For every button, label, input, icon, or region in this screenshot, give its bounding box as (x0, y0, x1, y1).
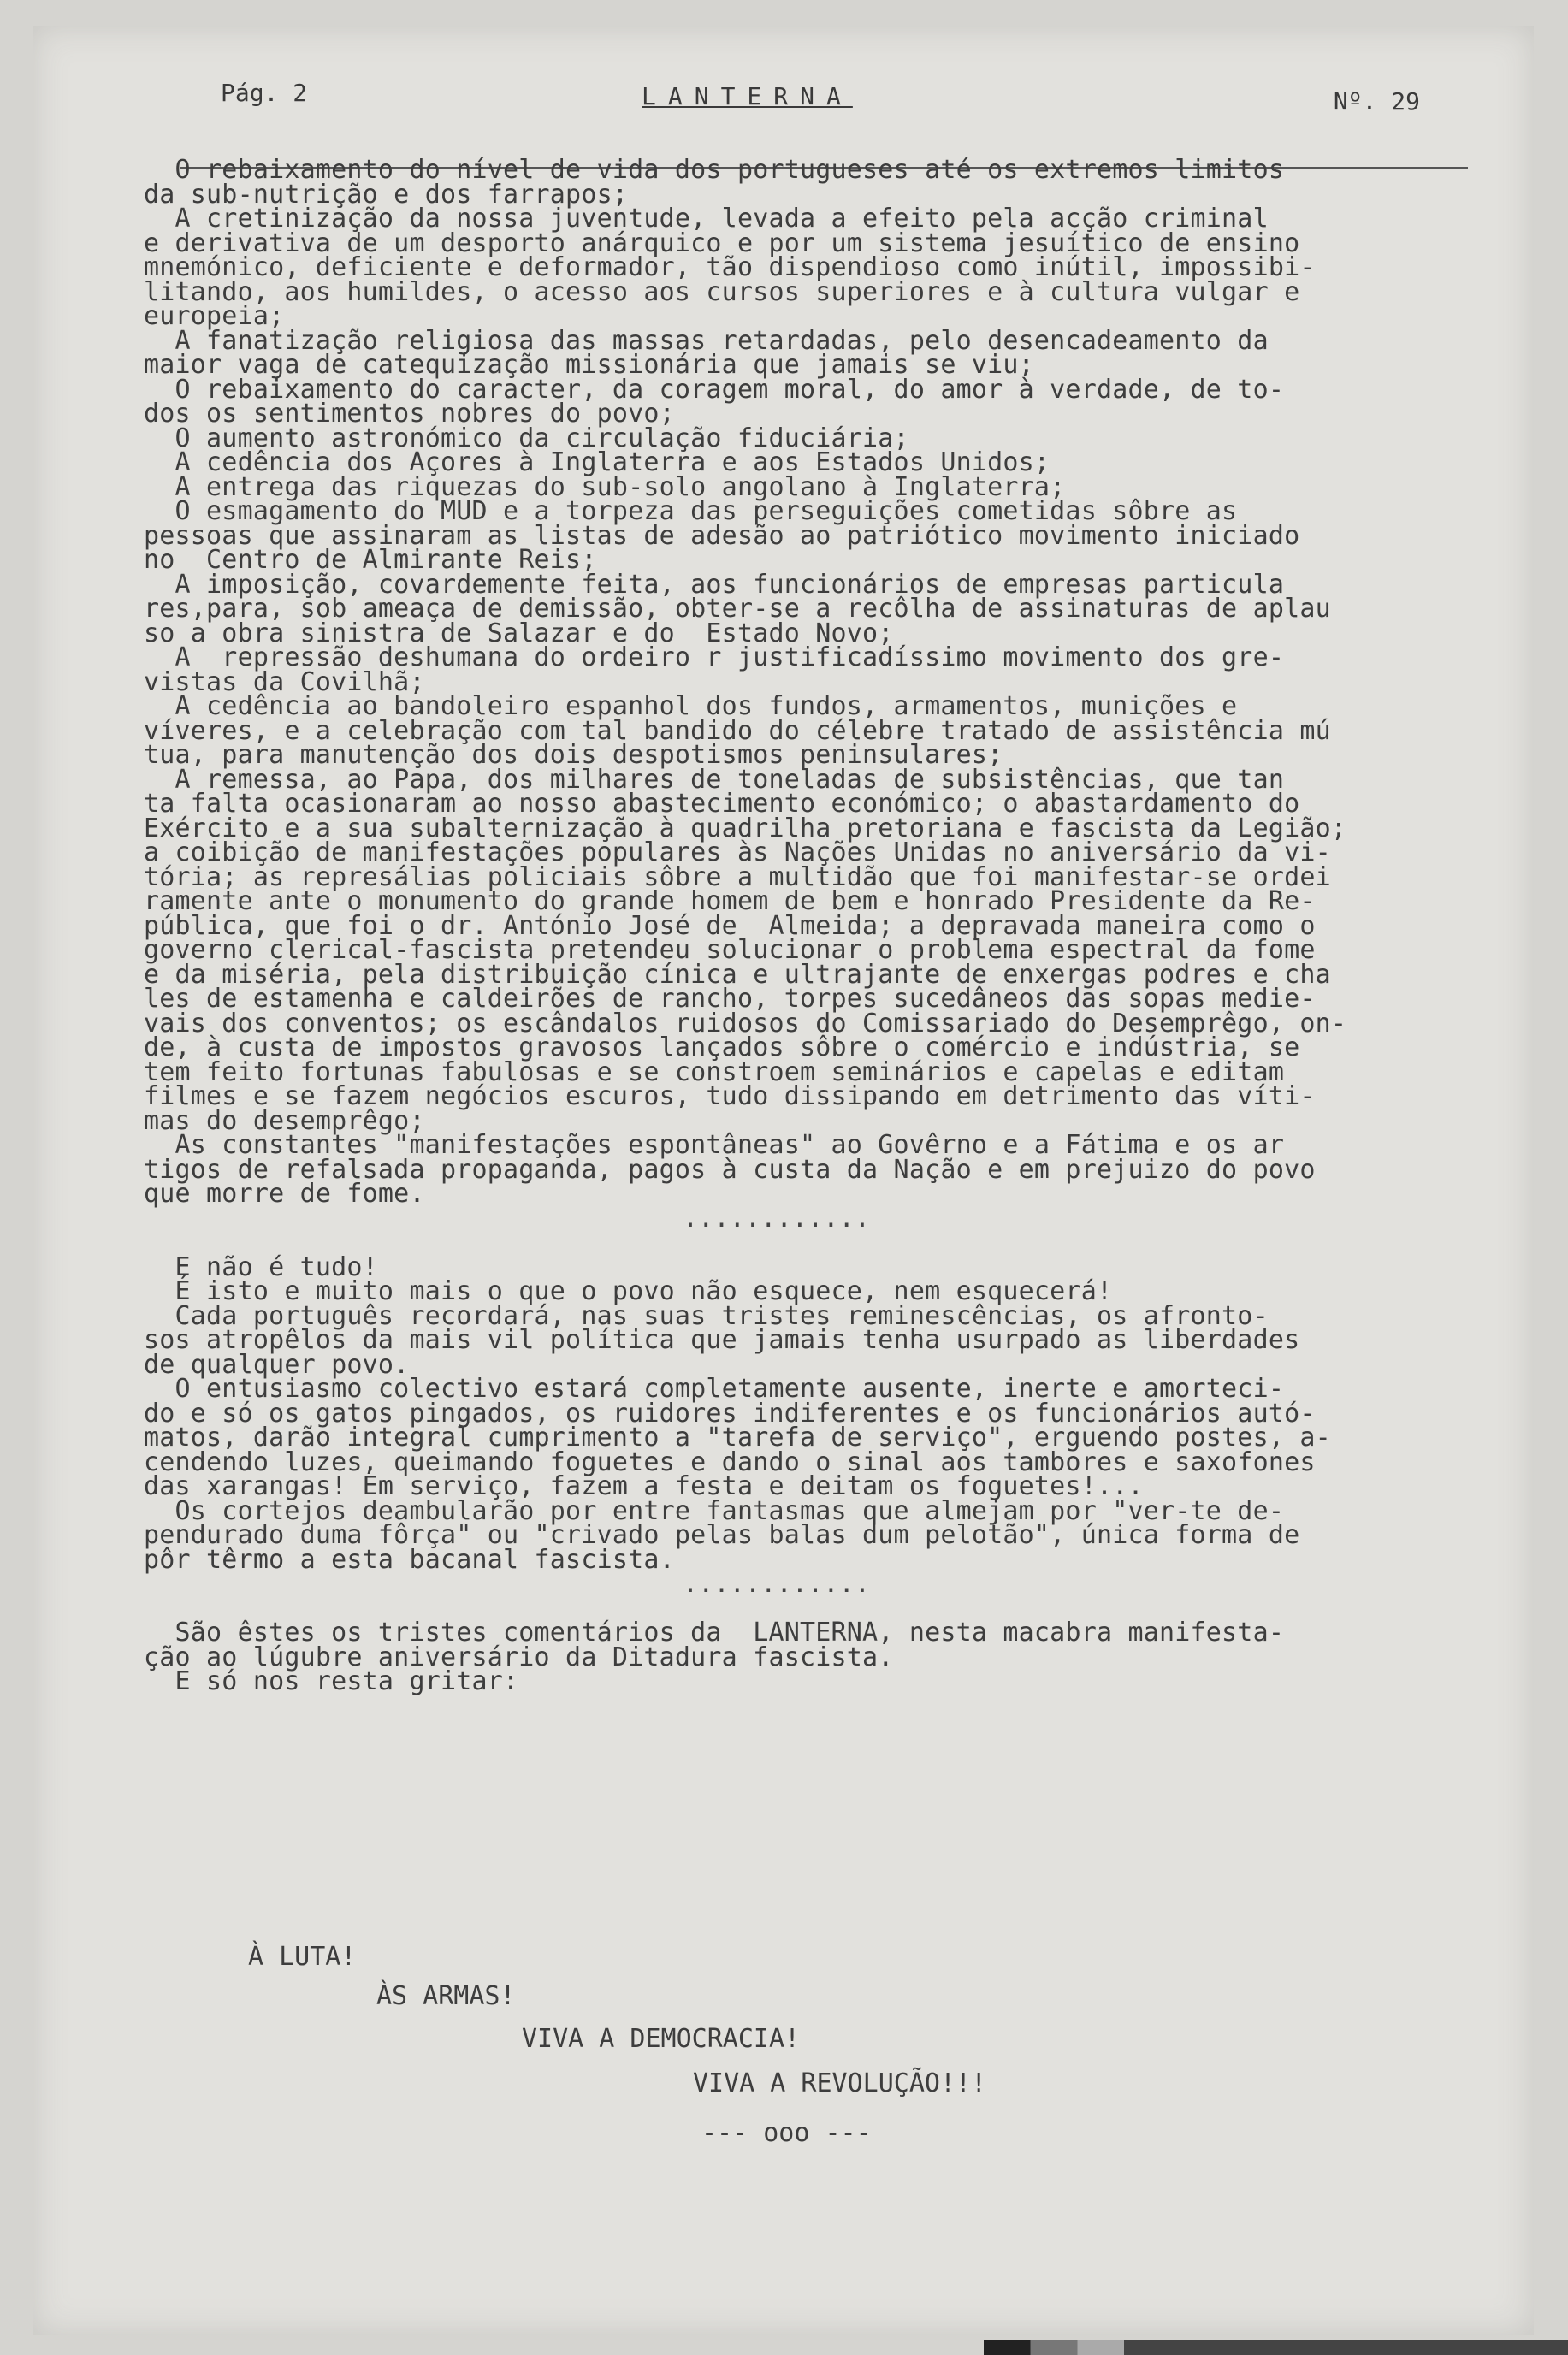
text-line: O entusiasmo colectivo estará completamente ausente, inerte e amorteci- (144, 1374, 1285, 1404)
slogan-a-luta: À LUTA! (248, 1942, 357, 1972)
text-line: les de estamenha e caldeirões de rancho, torpes sucedâneos das sopas medie- (144, 984, 1316, 1014)
text-line: dos os sentimentos nobres do povo; (144, 399, 675, 429)
slogan-viva-democracia: VIVA A DEMOCRACIA! (522, 2024, 801, 2054)
text-line: tua, para manutenção dos dois despotismos peninsulares; (144, 740, 1003, 770)
text-line: O esmagamento do MUD e a torpeza das perseguições cometidas sôbre as (144, 496, 1238, 526)
newspaper-title: LANTERNA (642, 82, 853, 110)
text-line: A entrega das riquezas do sub-solo angolano à Inglaterra; (144, 471, 1066, 502)
text-line: pública, que foi o dr. António José de Almeida; a depravada maneira como o (144, 910, 1316, 941)
text-line: do e só os gatos pingados, os ruidores indiferentes e os funcionários autó- (144, 1398, 1316, 1429)
article-body (144, 155, 1453, 1696)
text-line: tória; as represálias policiais sôbre a multidão que foi manifestar-se ordei (144, 861, 1331, 892)
text-line: ramente ante o monumento do grande homem de bem e honrado Presidente da Re- (144, 886, 1316, 916)
dotted-separator: ............ (683, 1569, 871, 1599)
text-line: sos atropêlos da mais vil política que jamais tenha usurpado as liberdades (144, 1325, 1300, 1355)
text-line: A cedência dos Açores à Inglaterra e aos Estados Unidos; (144, 447, 1050, 477)
text-line: vais dos conventos; os escândalos ruidosos do Comissariado do Desemprêgo, on- (144, 1008, 1347, 1038)
text-line: no Centro de Almirante Reis; (144, 545, 597, 575)
text-line: tem feito fortunas fabulosas e se constroem seminários e capelas e editam (144, 1056, 1285, 1087)
text-line: A imposição, covardemente feita, aos funcionários de empresas particula (144, 569, 1285, 600)
text-line: São êstes os tristes comentários da LANTERNA, nesta macabra manifesta- (144, 1618, 1285, 1648)
text-line: mas do desemprêgo; (144, 1105, 425, 1136)
text-line: E só nos resta gritar: (144, 1666, 519, 1696)
section-separator (144, 1569, 1453, 1599)
text-line: pôr têrmo a esta bacanal fascista. (144, 1544, 675, 1575)
text-line: O aumento astronómico da circulação fiduciária; (144, 423, 909, 453)
text-line: A fanatização religiosa das massas retardadas, pelo desencadeamento da (144, 325, 1269, 356)
text-line: mnemónico, deficiente e deformador, tão dispendioso como inútil, impossibi- (144, 252, 1316, 282)
text-line: víveres, e a celebração com tal bandido do célebre tratado de assistência mú (144, 715, 1331, 746)
text-line: A cretinização da nossa juventude, levada a efeito pela acção criminal (144, 204, 1269, 234)
text-line: a coibição de manifestações populares às Nações Unidas no aniversário da vi- (144, 837, 1331, 867)
text-line: vistas da Covilhã; (144, 666, 425, 697)
text-line: de, à custa de impostos gravosos lançados sôbre o comércio e indústria, se (144, 1033, 1300, 1062)
text-line: litando, aos humildes, o acesso aos cursos superiores e à cultura vulgar e (144, 276, 1300, 307)
text-line: matos, darão integral cumprimento a "tarefa de serviço", erguendo postes, a- (144, 1423, 1331, 1453)
text-line: ção ao lúgubre aniversário da Ditadura fascista. (144, 1642, 894, 1672)
closing-ornament: --- ooo --- (701, 2118, 872, 2148)
page-header (188, 53, 1446, 147)
text-line: que morre de fome. (144, 1179, 425, 1209)
text-line: A repressão deshumana do ordeiro r justificadíssimo movimento dos gre- (144, 642, 1285, 672)
text-line: maior vaga de catequização missionária que jamais se viu; (144, 350, 1034, 380)
text-line: A cedência ao bandoleiro espanhol dos fundos, armamentos, munições e (144, 691, 1238, 721)
text-line: so a obra sinistra de Salazar e do Estado Novo; (144, 618, 894, 648)
text-line: E não é tudo! (144, 1251, 378, 1282)
text-line: É isto e muito mais o que o povo não esquece, nem esquecerá! (144, 1276, 1113, 1306)
text-line: As constantes "manifestações espontâneas" ao Govêrno e a Fátima e os ar (144, 1130, 1285, 1160)
text-line: Exército e a sua subalternização à quadrilha pretoriana e fascista da Legião; (144, 813, 1347, 843)
page-number: Pág. 2 (221, 79, 308, 107)
text-line: res,para, sob ameaça de demissão, obter-se a recôlha de assinaturas de aplau (144, 594, 1331, 624)
text-line: filmes e se fazem negócios escuros, tudo dissipando em detrimento das víti- (144, 1081, 1316, 1111)
text-line: cendendo luzes, queimando foguetes e dando o sinal aos tambores e saxofones (144, 1447, 1316, 1477)
issue-number: Nº. 29 (1333, 87, 1420, 115)
text-line: O rebaixamento do caracter, da coragem moral, do amor à verdade, de to- (144, 374, 1285, 405)
text-line: A remessa, ao Papa, dos milhares de toneladas de subsistências, que tan (144, 764, 1285, 795)
text-line: de qualquer povo. (144, 1349, 410, 1380)
dotted-separator: ............ (683, 1203, 871, 1234)
text-line: pendurado duma fôrça" ou "crivado pelas balas dum pelotão", única forma de (144, 1520, 1300, 1550)
text-line: tigos de refalsada propaganda, pagos à custa da Nação e em prejuizo do povo (144, 1154, 1316, 1185)
text-line: ta falta ocasionaram ao nosso abastecimento económico; o abastardamento do (144, 789, 1300, 819)
scan-calibration-strip (984, 2340, 1568, 2355)
text-line: Cada português recordará, nas suas tristes reminescências, os afronto- (144, 1300, 1269, 1331)
slogan-viva-revolucao: VIVA A REVOLUÇÃO!!! (693, 2068, 987, 2098)
text-line: e derivativa de um desporto anárquico e por um sistema jesuítico de ensino (144, 228, 1300, 258)
text-line: da sub-nutrição e dos farrapos; (144, 179, 629, 210)
slogan-as-armas: ÀS ARMAS! (376, 1981, 516, 2011)
text-line: governo clerical-fascista pretendeu solucionar o problema espectral da fome (144, 935, 1316, 965)
text-line: Os cortejos deambularão por entre fantasmas que almejam por "ver-te de- (144, 1495, 1285, 1526)
text-line: europeia; (144, 301, 285, 331)
text-line: pessoas que assinaram as listas de adesão ao patriótico movimento iniciado (144, 520, 1300, 551)
section-separator (144, 1203, 1453, 1234)
text-line: e da miséria, pela distribuição cínica e ultrajante de enxergas podres e cha (144, 959, 1331, 990)
text-line: das xarangas! Em serviço, fazem a festa e deitam os foguetes!... (144, 1471, 1144, 1501)
text-line: O rebaixamento do nível de vida dos portugueses até os extremos limitos (144, 155, 1285, 185)
